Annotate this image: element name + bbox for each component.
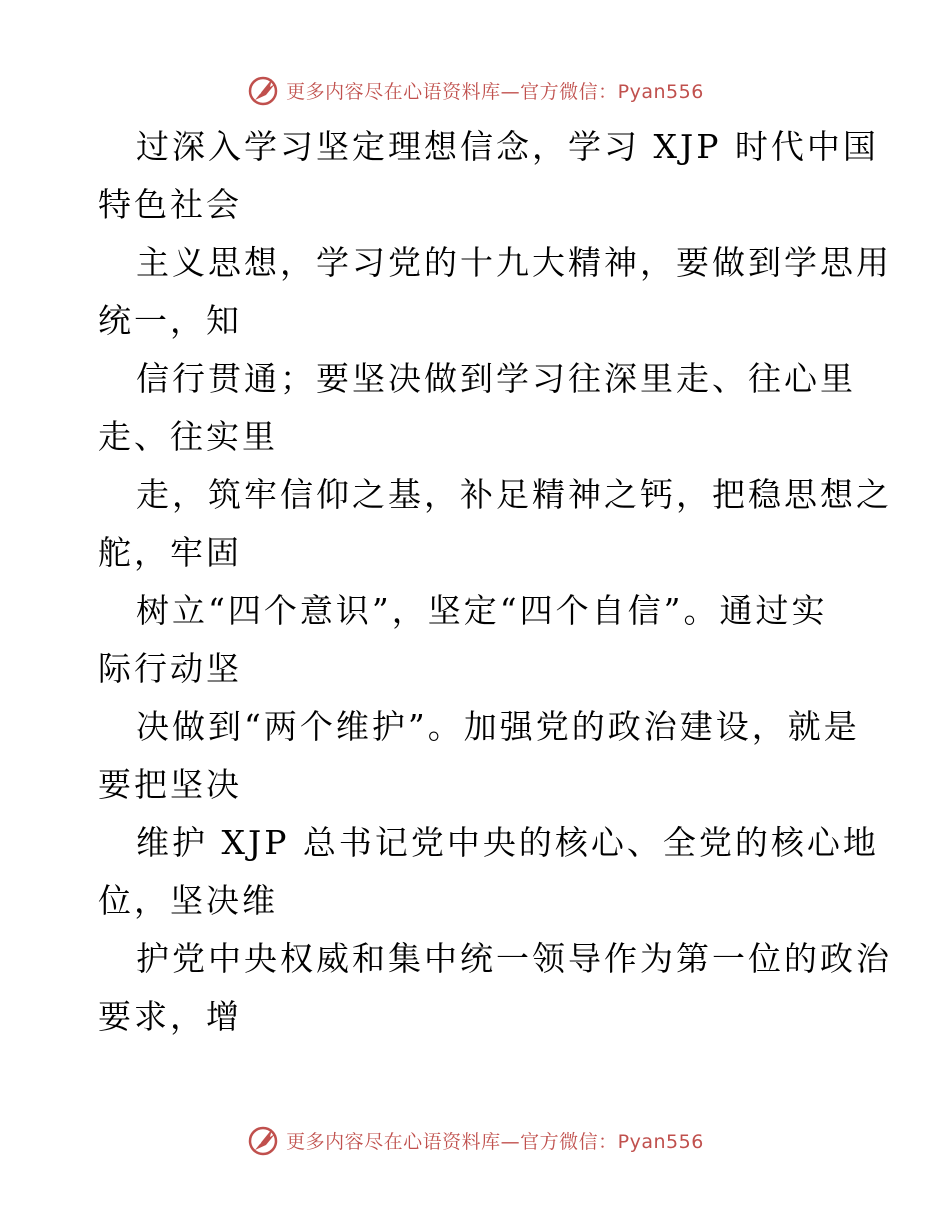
body-line: 位，坚决维	[98, 881, 278, 920]
body-line: 要求，增	[98, 997, 242, 1036]
header-banner-text: 更多内容尽在心语资料库—官方微信：Pyan556	[286, 80, 704, 103]
body-line: 统一，知	[98, 301, 242, 340]
body-line: 主义思想，学习党的十九大精神，要做到学思用	[136, 243, 892, 282]
feather-pen-logo-icon	[246, 73, 280, 107]
footer-banner	[0, 1120, 950, 1160]
document-body	[98, 118, 892, 1046]
body-line: 树立“四个意识”，坚定“四个自信”。通过实	[136, 591, 828, 630]
body-line: 过深入学习坚定理想信念，学习 XJP 时代中国	[136, 127, 879, 166]
footer-banner-text: 更多内容尽在心语资料库—官方微信：Pyan556	[286, 1130, 704, 1153]
body-line: 际行动坚	[98, 649, 242, 688]
body-line: 要把坚决	[98, 765, 242, 804]
body-line: 舵，牢固	[98, 533, 242, 572]
body-line: 信行贯通；要坚决做到学习往深里走、往心里	[136, 359, 856, 398]
body-line: 决做到“两个维护”。加强党的政治建设，就是	[136, 707, 860, 746]
feather-pen-logo-icon	[246, 1123, 280, 1157]
body-line: 走，筑牢信仰之基，补足精神之钙，把稳思想之	[136, 475, 892, 514]
body-line: 维护 XJP 总书记党中央的核心、全党的核心地	[136, 823, 879, 862]
body-line: 走、往实里	[98, 417, 278, 456]
header-banner	[0, 70, 950, 110]
body-line: 护党中央权威和集中统一领导作为第一位的政治	[136, 939, 892, 978]
body-line: 特色社会	[98, 185, 242, 224]
